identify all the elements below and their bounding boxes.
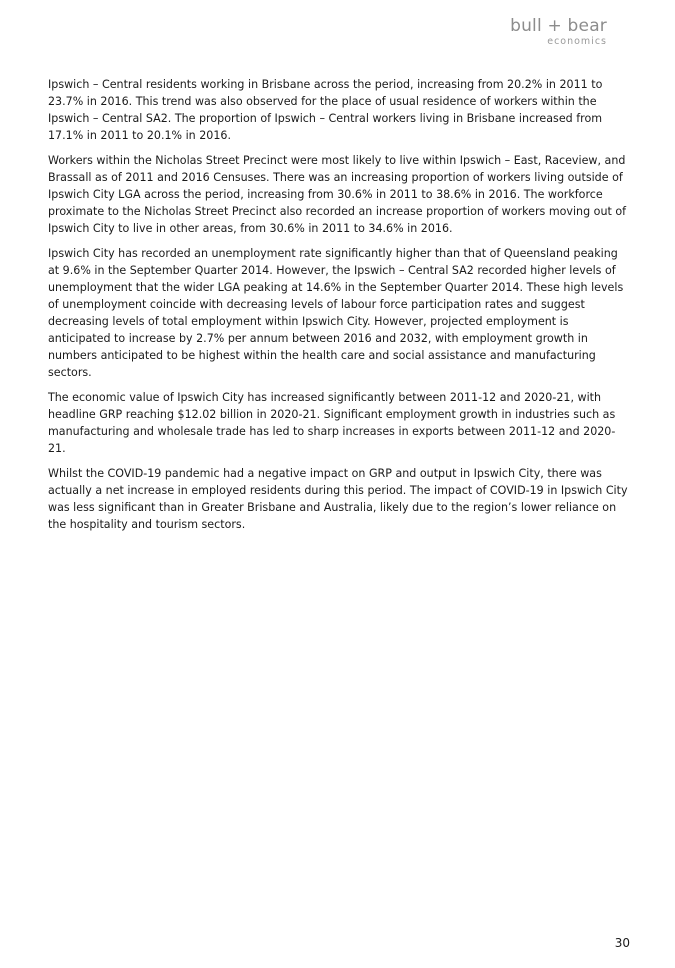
logo-wordmark: bull + bear [510,16,607,36]
company-logo [510,16,607,47]
logo-tagline: economics [547,36,607,47]
document-body [48,76,630,541]
body-paragraph: Ipswich City has recorded an unemployment rate significantly higher than that of Queensland peaking at 9.6% in the September Quarter 2014. However, the Ipswich – Central SA2 recorded higher levels of unemployment that the wider LGA peaking at 14.6% in the September Quarter 2014. These high levels of unemployment coincide with decreasing levels of labour force participation rates and suggest decreasing levels of total employment within Ipswich City. However, projected employment is anticipated to increase by 2.7% per annum between 2016 and 2032, with employment growth in numbers anticipated to be highest within the health care and social assistance and manufacturing sectors. [48,247,624,379]
body-paragraph: The economic value of Ipswich City has increased significantly between 2011-12 and 2020-21, with headline GRP reaching $12.02 billion in 2020-21. Significant employment growth in industries such as manufacturing and wholesale trade has led to sharp increases in exports between 2011-12 and 2020-21. [48,391,616,455]
body-paragraph: Ipswich – Central residents working in Brisbane across the period, increasing from 20.2% in 2011 to 23.7% in 2016. This trend was also observed for the place of usual residence of workers within the Ipswich – Central SA2. The proportion of Ipswich – Central workers living in Brisbane increased from 17.1% in 2011 to 20.1% in 2016. [48,78,603,142]
page-number: 30 [614,936,630,950]
body-paragraph: Workers within the Nicholas Street Precinct were most likely to live within Ipswich – East, Raceview, and Brassall as of 2011 and 2016 Censuses. There was an increasing proportion of workers living outside of Ipswich City LGA across the period, increasing from 30.6% in 2011 to 38.6% in 2016. The workforce proximate to the Nicholas Street Precinct also recorded an increase proportion of workers moving out of Ipswich City to live in other areas, from 30.6% in 2011 to 34.6% in 2016. [48,154,627,235]
body-paragraph: Whilst the COVID-19 pandemic had a negative impact on GRP and output in Ipswich City, there was actually a net increase in employed residents during this period. The impact of COVID-19 in Ipswich City was less significant than in Greater Brisbane and Australia, likely due to the region’s lower reliance on the hospitality and tourism sectors. [48,467,628,531]
